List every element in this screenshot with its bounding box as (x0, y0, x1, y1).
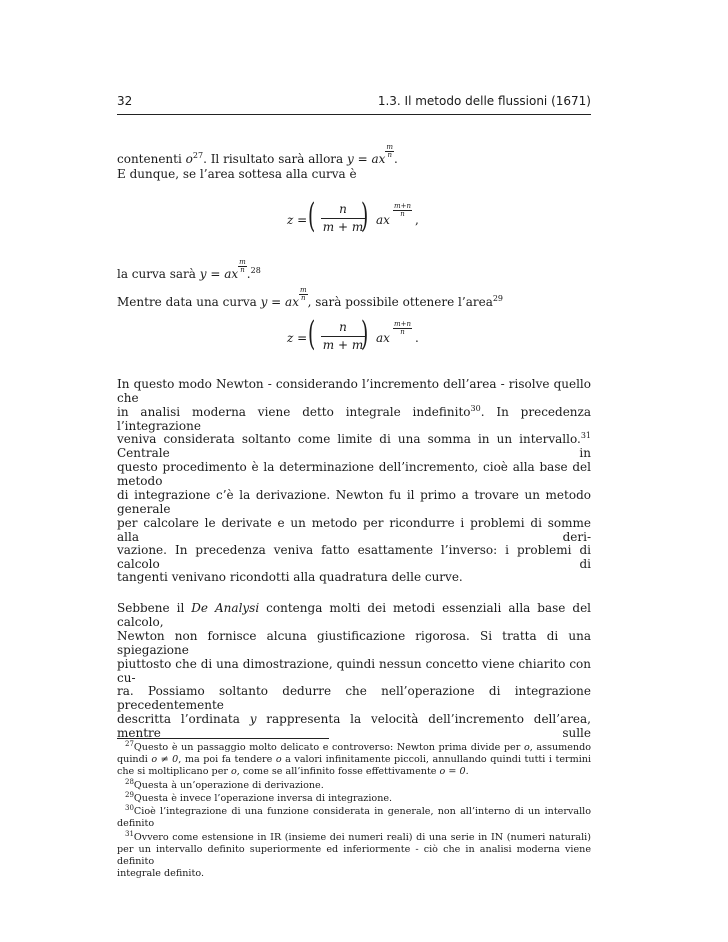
eq-rhs: ax (376, 331, 390, 345)
text: Mentre data una curva (117, 295, 261, 309)
exponent-fraction (393, 203, 412, 218)
text: Questa è invece l’operazione inversa di integrazione. (133, 793, 393, 804)
header-rule (117, 114, 591, 115)
text: , come se all’infinito fosse effettivamente (236, 766, 440, 777)
text: descritta l’ordinata (117, 712, 250, 726)
text: Questa à un’operazione di derivazione. (133, 780, 324, 791)
text: veniva considerata soltanto come limite di una somma in un intervallo. (117, 432, 581, 446)
footnote-mark: 29 (125, 791, 134, 799)
page-header (117, 94, 591, 112)
exp-num: m (299, 286, 307, 294)
math-var: o (523, 742, 530, 753)
footnote-line (117, 806, 591, 818)
text: ra. Possiamo soltanto dedurre che nell’operazione di integrazione precedentemente (117, 684, 591, 712)
footnote-ref-31[interactable]: 31 (580, 431, 591, 440)
footnote-line (117, 818, 591, 830)
text: contenga molti dei metodi essenziali alla base del calcolo, (117, 601, 592, 629)
running-title: 1.3. Il metodo delle flussioni (1671) (377, 94, 591, 108)
text: di integrazione c’è la derivazione. Newton fu il primo a trovare un metodo generale (117, 488, 591, 516)
body-line (117, 570, 463, 584)
display-equation-2 (117, 314, 591, 364)
page (117, 0, 591, 942)
display-equation-1 (117, 196, 591, 246)
left-paren: ( (307, 196, 316, 236)
book-title: De Analysi (191, 601, 260, 615)
left-paren: ( (307, 314, 316, 354)
footnote-31 (117, 832, 591, 880)
math-var: y (249, 712, 257, 726)
exp-den: n (387, 151, 392, 159)
text: per un intervallo definito superiormente ed inferiormente - ciò che in analisi moderna viene definito (117, 844, 591, 867)
math-expr: y = ax (199, 267, 239, 281)
footnote-mark: 27 (125, 740, 134, 748)
text: contenenti (117, 152, 186, 166)
math-expr: y = ax (347, 152, 386, 166)
text: in analisi moderna viene detto integrale indefinito (117, 405, 471, 419)
naturals-symbol: IN (490, 832, 504, 843)
footnote-line (117, 868, 591, 880)
footnote-ref-28[interactable]: 28 (250, 266, 261, 275)
footnote-ref-27[interactable]: 27 (192, 151, 204, 160)
exp-num: m+n (394, 320, 412, 328)
math-var: o (275, 754, 282, 765)
exponent-fraction (393, 321, 412, 336)
body-line (117, 684, 591, 712)
text: . Il risultato sarà allora (203, 152, 347, 166)
frac-den: m + m (322, 338, 364, 352)
eq-punct: , (415, 213, 419, 227)
footnote-line (117, 766, 591, 778)
body-line (117, 629, 591, 657)
right-paren: ) (360, 196, 369, 236)
eq-fraction (321, 320, 365, 352)
footnote-27 (117, 742, 591, 778)
eq-rhs: ax (376, 213, 390, 227)
footnote-rule (117, 738, 329, 739)
exp-num: m+n (394, 202, 412, 210)
eq-punct: . (415, 331, 419, 345)
page-number: 32 (117, 94, 133, 108)
text: , sarà possibile ottenere l’area (307, 295, 493, 309)
reals-symbol: IR (270, 832, 282, 843)
text: . (246, 267, 251, 281)
eq-fraction (321, 202, 365, 234)
text: (numeri naturali) (503, 832, 591, 843)
body-line (117, 543, 591, 571)
body-line (117, 712, 591, 740)
frac-num: n (339, 202, 347, 216)
text: piuttosto che di una dimostrazione, quindi nessun concetto viene chiarito con cu- (117, 657, 591, 685)
footnote-28 (117, 780, 599, 792)
paragraph-line (117, 259, 261, 281)
footnote-ref-30[interactable]: 30 (470, 404, 481, 413)
text: Sebbene il (117, 601, 192, 615)
footnote-mark: 30 (125, 804, 134, 812)
math-expr: y = ax (260, 295, 299, 309)
exp-den: n (400, 210, 405, 218)
text: , ma poi fa tendere (178, 754, 276, 765)
text: quindi (117, 754, 152, 765)
text: definito (117, 818, 155, 829)
paragraph-line (117, 287, 503, 309)
exp-den: n (301, 294, 306, 302)
footnote-line (117, 754, 591, 766)
footnote-30 (117, 806, 591, 830)
text: vazione. In precedenza veniva fatto esattamente l’inverso: i problemi di calcolo di (117, 543, 591, 571)
exp-num: m (386, 143, 394, 151)
text: Ovvero come estensione in (133, 832, 271, 843)
exponent-fraction (299, 287, 308, 302)
body-line (117, 432, 591, 460)
text: Newton non fornisce alcuna giustificazione rigorosa. Si tratta di una spiegazione (117, 629, 591, 657)
frac-den: m + m (322, 220, 364, 234)
exp-den: n (240, 266, 245, 274)
right-paren: ) (360, 314, 369, 354)
exponent-fraction (238, 259, 247, 274)
footnote-line (117, 832, 591, 844)
text: , assumendo (529, 742, 592, 753)
paragraph-line (117, 167, 357, 181)
exp-den: n (400, 328, 405, 336)
body-line (117, 460, 591, 488)
paragraph-line (117, 144, 398, 166)
text: Cioè l’integrazione di una funzione considerata in generale, non all’interno di un intervallo (133, 806, 591, 817)
body-line (117, 601, 591, 629)
exponent-fraction (385, 144, 394, 159)
eq-lhs: z = (287, 213, 308, 227)
body-line (117, 516, 591, 544)
text: per calcolare le derivate e un metodo per ricondurre i problemi di somme alla deri- (117, 516, 591, 544)
body-line (117, 488, 591, 516)
footnote-ref-29[interactable]: 29 (492, 294, 504, 303)
text: la curva sarà (117, 267, 200, 281)
footnote-line (117, 844, 591, 868)
text: che si moltiplicano per (117, 766, 232, 777)
eq-lhs: z = (287, 331, 308, 345)
text: E dunque, se l’area sottesa alla curva è (117, 167, 357, 181)
text: integrale definito. (117, 868, 204, 879)
text: . (465, 766, 469, 777)
frac-num: n (339, 320, 347, 334)
exp-num: m (239, 258, 246, 266)
text: . (394, 152, 398, 166)
text: Questo è un passaggio molto delicato e controverso: Newton prima divide per (133, 742, 524, 753)
math-var: o (231, 766, 237, 777)
text: . In precedenza l’integrazione (117, 405, 591, 433)
math-expr: o = 0 (439, 766, 466, 777)
footnote-29 (117, 793, 599, 805)
text: Centrale in (117, 446, 591, 460)
math-var: o (185, 152, 193, 166)
text: questo procedimento è la determinazione dell’incremento, cioè alla base del metodo (117, 460, 591, 488)
text: (insieme dei numeri reali) di una serie in (281, 832, 491, 843)
text: tangenti venivano ricondotti alla quadratura delle curve. (117, 570, 463, 584)
body-line (117, 405, 591, 433)
body-line (117, 377, 591, 405)
footnote-mark: 28 (125, 778, 134, 786)
footnote-line (117, 742, 591, 754)
body-line (117, 657, 591, 685)
footnote-mark: 31 (125, 830, 134, 838)
text: rappresenta la velocità dell’incremento dell’area, mentre sulle (117, 712, 592, 740)
math-expr: o ≠ 0 (151, 754, 179, 765)
text: In questo modo Newton - considerando l’incremento dell’area - risolve quello che (117, 377, 591, 405)
text: a valori infinitamente piccoli, annullando quindi tutti i termini (281, 754, 592, 765)
